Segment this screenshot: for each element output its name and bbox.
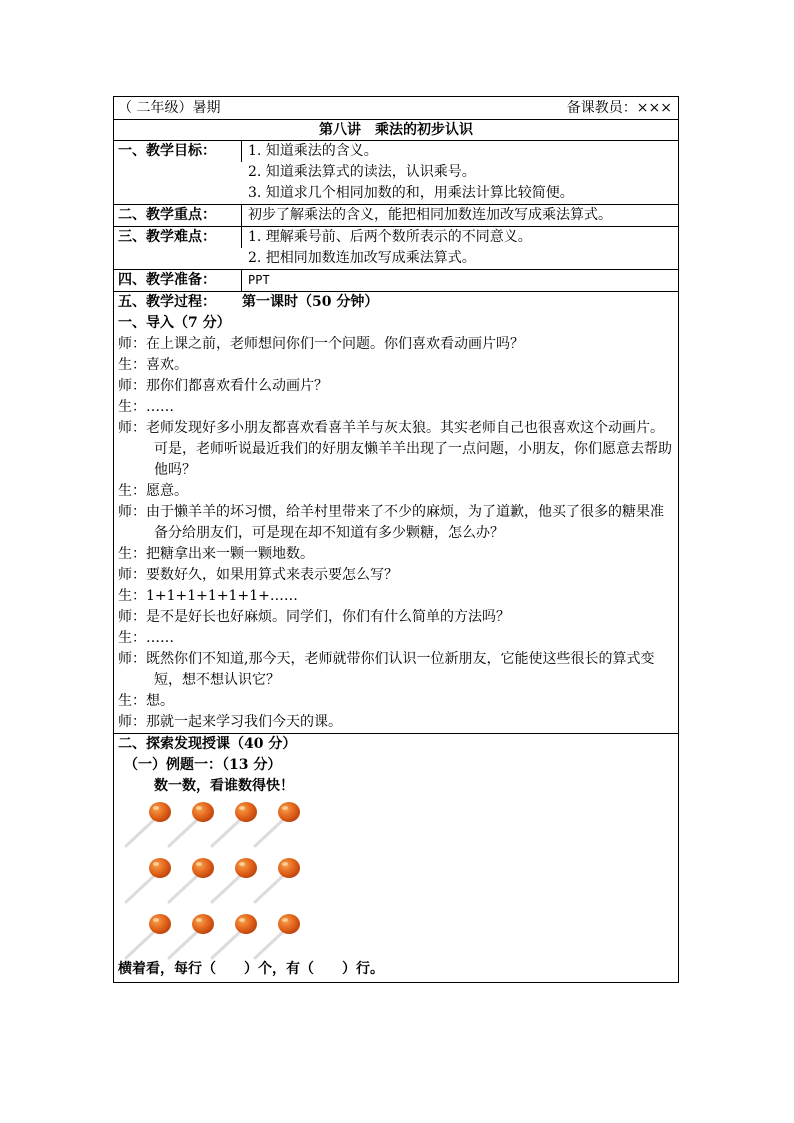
dialogue-line: 师：是不是好长也好麻烦。同学们，你们有什么简单的方法吗？ [118, 609, 510, 625]
example-heading [118, 755, 674, 776]
difficulties-list [242, 227, 678, 269]
process-heading [118, 292, 674, 313]
lesson-plan-table [113, 96, 679, 983]
lollipop-icon [126, 802, 171, 846]
lollipop-icon [169, 858, 214, 902]
lollipop-icon [169, 914, 214, 958]
dialogue-line: 生：1+1+1+1+1+1+…… [118, 588, 298, 604]
header-row [114, 97, 678, 120]
key-points-label: 二、教学重点： [114, 205, 242, 226]
difficulties-label: 三、教学难点： [114, 227, 242, 248]
lollipop-icon [255, 802, 300, 846]
lollipop-icon [255, 858, 300, 902]
objective-item: 3. 知道求几个相同加数的和，用乘法计算比较简便。 [248, 185, 574, 201]
dialogue-line: 师：在上课之前，老师想问你们一个问题。你们喜欢看动画片吗？ [118, 336, 524, 352]
key-points-value: 初步了解乘法的含义，能把相同加数连加改写成乘法算式。 [248, 207, 612, 223]
preparation-value [242, 270, 678, 291]
dialogue-line: 生：愿意。 [118, 483, 188, 499]
objectives-list [242, 141, 678, 204]
difficulties-row [114, 227, 678, 270]
lollipop-icon [169, 802, 214, 846]
lollipop-icon [255, 914, 300, 958]
lollipop-icon [212, 802, 257, 846]
preparation-row [114, 270, 678, 292]
dialogue-line: 师：既然你们不知道,那今天，老师就带你们认识一位新朋友，它能使这些很长的算式变短，想不想认识它？ [118, 651, 655, 688]
intro-heading [118, 313, 674, 334]
objectives-label: 一、教学目标： [114, 141, 242, 162]
lollipop-grid [120, 800, 320, 960]
lollipop-icon [212, 858, 257, 902]
lollipop-icon [212, 914, 257, 958]
teacher-label: 备课教员：××× [566, 100, 672, 116]
grade-label: （ 二年级）暑期 [118, 100, 221, 116]
explore-heading-text: 二、探索发现授课（40 分） [118, 736, 297, 752]
process-period: 第一课时（50 分钟） [242, 294, 379, 310]
explore-heading [118, 734, 674, 755]
objective-item: 2. 知道乘法算式的读法，认识乘号。 [248, 164, 476, 180]
lesson-title: 第八讲 乘法的初步认识 [114, 120, 678, 141]
difficulty-item: 2. 把相同加数连加改写成乘法算式。 [248, 250, 476, 266]
process-section [114, 292, 678, 734]
counting-question: 横着看，每行（ ）个，有（ ）行。 [118, 961, 384, 977]
dialogue-line: 生：把糖拿出来一颗一颗地数。 [118, 546, 314, 562]
process-heading-text: 五、教学过程： [118, 294, 216, 310]
explore-section [114, 734, 678, 982]
dialogue-line: 生：想。 [118, 693, 174, 709]
lollipop-icon [126, 914, 171, 958]
dialogue-line: 师：那就一起来学习我们今天的课。 [118, 714, 342, 730]
dialogue-line: 师：老师发现好多小朋友都喜欢看喜羊羊与灰太狼。其实老师自己也很喜欢这个动画片。可是，老师听说最近我们的好朋友懒羊羊出现了一点问题，小朋友，你们愿意去帮助他吗？ [118, 420, 672, 478]
dialogue-line: 生：喜欢。 [118, 357, 188, 373]
objectives-row [114, 141, 678, 205]
key-points-row [114, 205, 678, 227]
dialogue-line: 生：…… [118, 399, 174, 415]
example-heading-text: （一）例题一：（13 分） [124, 757, 282, 773]
dialogue-line: 生：…… [118, 630, 174, 646]
difficulty-item: 1. 理解乘号前、后两个数所表示的不同意义。 [248, 229, 532, 245]
counting-prompt: 数一数，看谁数得快！ [154, 778, 294, 794]
preparation-text: PPT [248, 273, 270, 287]
lollipop-icon [126, 858, 171, 902]
objective-item: 1. 知道乘法的含义。 [248, 143, 378, 159]
dialogue-line: 师：那你们都喜欢看什么动画片？ [118, 378, 328, 394]
intro-heading-text: 一、导入（7 分） [118, 315, 231, 331]
dialogue-line: 师：由于懒羊羊的坏习惯，给羊村里带来了不少的麻烦，为了道歉，他买了很多的糖果准备分给朋友们，可是现在却不知道有多少颗糖，怎么办？ [118, 504, 664, 541]
preparation-label: 四、教学准备： [114, 270, 242, 291]
dialogue-line: 师：要数好久，如果用算式来表示要怎么写？ [118, 567, 398, 583]
